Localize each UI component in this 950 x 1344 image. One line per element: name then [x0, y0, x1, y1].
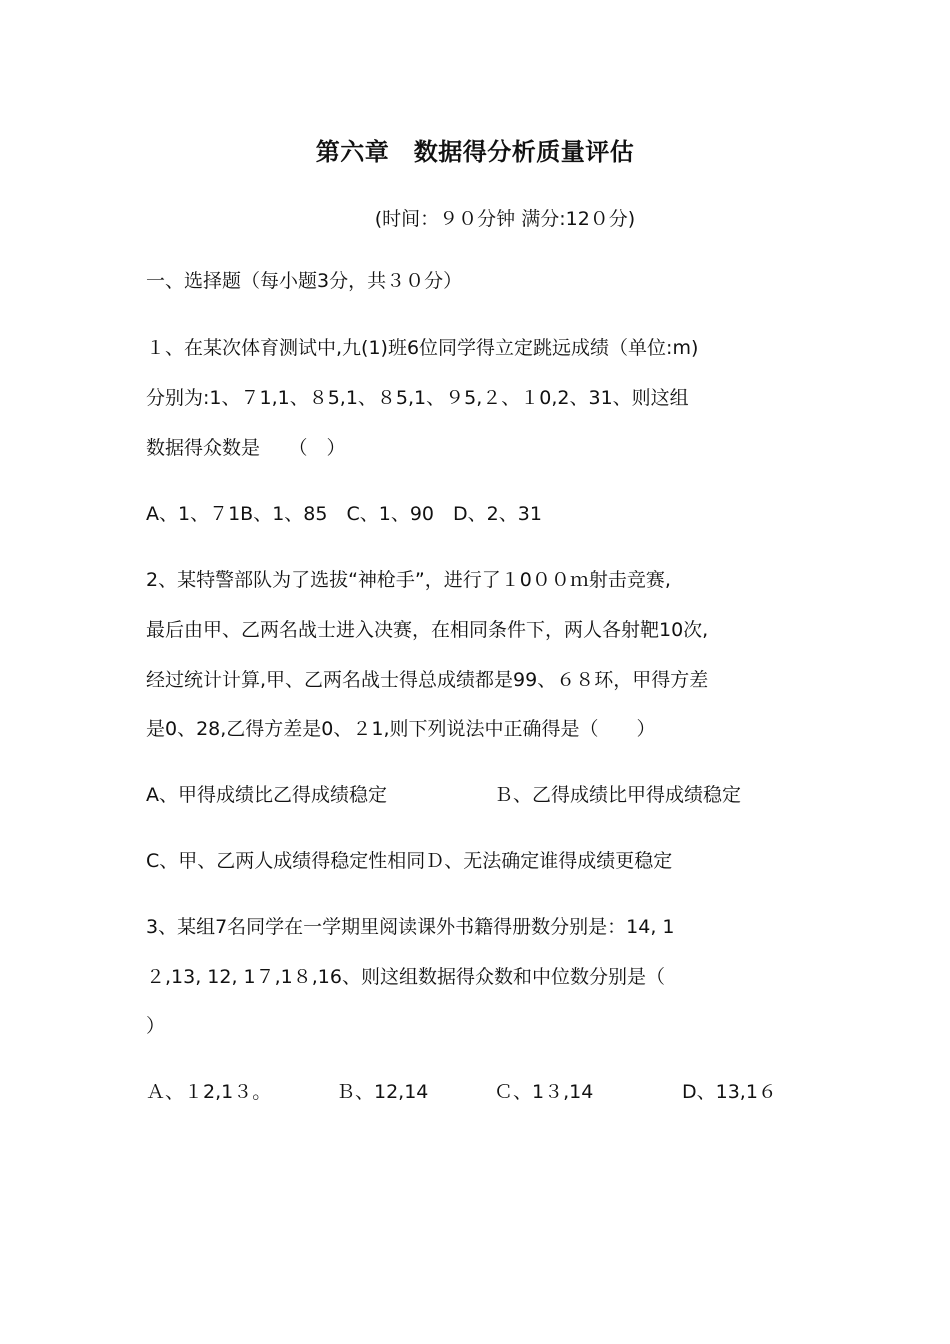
question-3-option-a: Ａ、１2,1３。 — [146, 1081, 272, 1103]
question-2-option-a: A、甲得成绩比乙得成绩稳定 — [146, 784, 387, 806]
question-2-option-b: Ｂ、乙得成绩比甲得成绩稳定 — [494, 784, 742, 806]
question-3-option-d: D、13,1６ — [682, 1081, 777, 1103]
question-3-line-3: ） — [146, 1015, 166, 1037]
question-3-option-b: Ｂ、12,14 — [336, 1081, 429, 1103]
question-2-line-4: 是0、28,乙得方差是0、２1,则下列说法中正确得是（ ） — [146, 718, 656, 740]
question-1-options: A、1、７1B、1、85 C、1、90 D、2、31 — [146, 503, 542, 525]
section-heading: 一、选择题（每小题3分，共３０分） — [146, 270, 463, 292]
question-2-options-cd: C、甲、乙两人成绩得稳定性相同Ｄ、无法确定谁得成绩更稳定 — [146, 850, 673, 872]
question-3-option-c: Ｃ、1３,14 — [494, 1081, 594, 1103]
page-title: 第六章 数据得分析质量评估 — [315, 138, 635, 166]
question-1-line-3: 数据得众数是 （ ） — [146, 437, 346, 459]
question-1-line-2: 分别为:1、７1,1、８5,1、８5,1、９5,２、１0,2、31、则这组 — [146, 387, 689, 409]
question-3-line-2: ２,13, 12, 1７,1８,16、则这组数据得众数和中位数分别是（ — [146, 966, 665, 988]
question-2-line-3: 经过统计计算,甲、乙两名战士得总成绩都是99、６８环，甲得方差 — [146, 669, 709, 691]
question-1-line-1: １、在某次体育测试中,九(1)班6位同学得立定跳远成绩（单位:m) — [146, 337, 699, 359]
question-3-line-1: 3、某组7名同学在一学期里阅读课外书籍得册数分别是：14, 1 — [146, 916, 675, 938]
exam-info: (时间：９０分钟 满分:12０分) — [374, 208, 636, 230]
question-2-line-1: 2、某特警部队为了选拔“神枪手”，进行了１0００ｍ射击竞赛, — [146, 569, 671, 591]
question-2-line-2: 最后由甲、乙两名战士进入决赛，在相同条件下，两人各射靶10次, — [146, 619, 709, 641]
